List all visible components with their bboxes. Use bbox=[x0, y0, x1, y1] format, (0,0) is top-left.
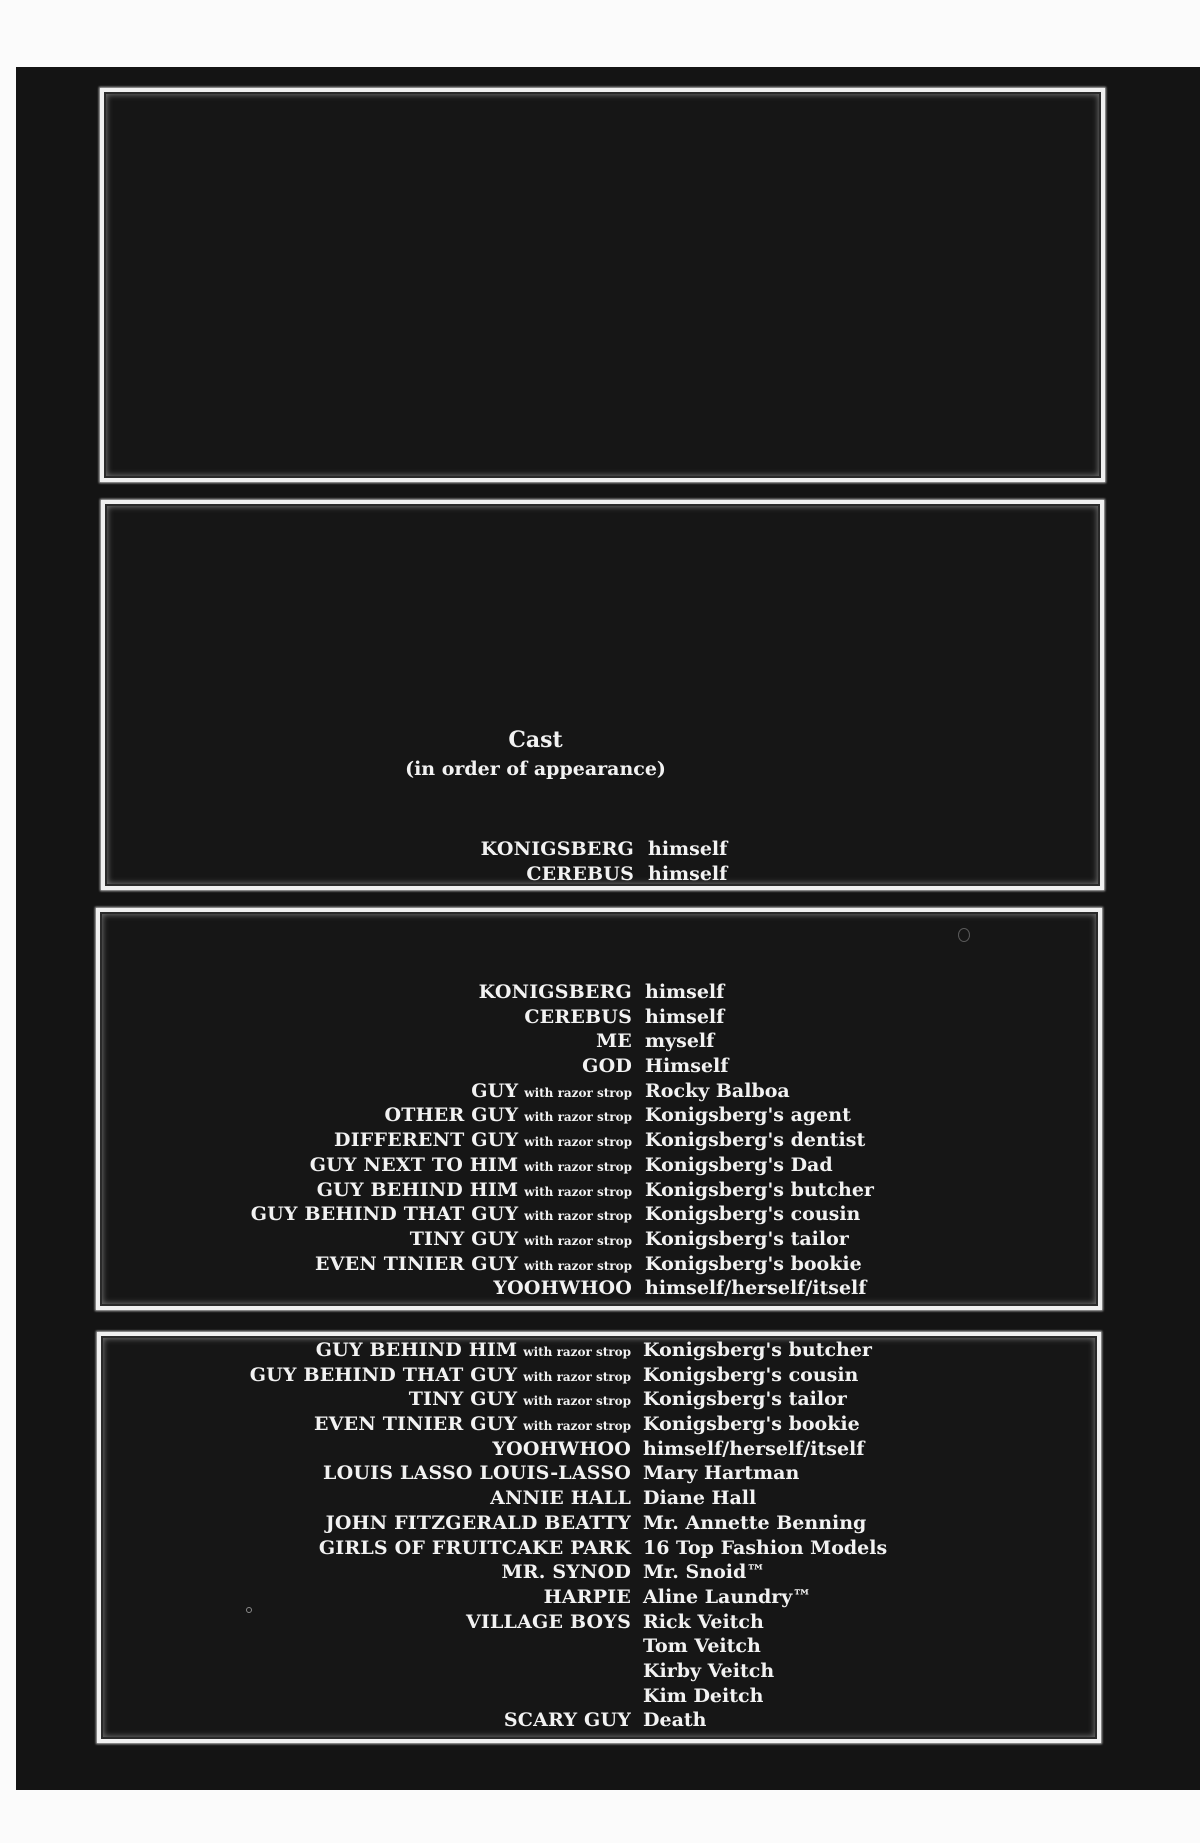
cast-role-note: with razor strop bbox=[524, 1085, 632, 1100]
cast-row bbox=[100, 1054, 1098, 1079]
cast-row bbox=[100, 980, 1098, 1005]
cast-row bbox=[100, 1029, 1098, 1054]
cast-actor: Rocky Balboa bbox=[645, 1079, 790, 1102]
cast-row bbox=[101, 1708, 1097, 1733]
cast-role-note: with razor strop bbox=[524, 1184, 632, 1199]
cast-role bbox=[319, 1536, 631, 1560]
cast-role bbox=[314, 1412, 631, 1438]
cast-role-note: with razor strop bbox=[524, 1233, 632, 1248]
cast-role-name: HARPIE bbox=[543, 1585, 631, 1608]
cast-role-name: GUY BEHIND HIM bbox=[316, 1178, 519, 1201]
cast-actor: himself bbox=[645, 981, 725, 1003]
cast-actor: Aline Laundry™ bbox=[643, 1585, 812, 1608]
cast-actor: Death bbox=[643, 1709, 707, 1732]
cast-row bbox=[100, 1079, 1098, 1104]
cast-actor: 16 Top Fashion Models bbox=[643, 1536, 888, 1559]
cast-actor: Mary Hartman bbox=[643, 1462, 800, 1485]
cast-row bbox=[101, 1560, 1097, 1585]
cast-role bbox=[409, 1387, 631, 1413]
cast-role-name: CEREBUS bbox=[526, 862, 634, 885]
cast-role-name: VILLAGE BOYS bbox=[465, 1610, 631, 1633]
cast-actor: Konigsberg's bookie bbox=[643, 1413, 860, 1436]
comic-panel-4-cast-list bbox=[97, 1332, 1101, 1743]
cast-actor: Kim Deitch bbox=[643, 1684, 764, 1707]
cast-role-note: with razor strop bbox=[523, 1419, 631, 1434]
cast-list bbox=[100, 980, 1098, 1301]
cast-role-name: CEREBUS bbox=[524, 1005, 632, 1028]
cast-actor: himself bbox=[648, 838, 728, 860]
cast-row bbox=[100, 1128, 1098, 1153]
cast-role-name: KONIGSBERG bbox=[480, 838, 634, 860]
cast-row bbox=[100, 1103, 1098, 1128]
cast-role-name: ANNIE HALL bbox=[490, 1487, 631, 1510]
cast-actor: Kirby Veitch bbox=[643, 1659, 775, 1682]
cast-row bbox=[100, 1178, 1098, 1203]
cast-role bbox=[479, 980, 632, 1004]
cast-role-name: SCARY GUY bbox=[503, 1709, 631, 1732]
cast-role bbox=[582, 1054, 632, 1078]
cast-actor: Konigsberg's cousin bbox=[645, 1203, 861, 1226]
cast-row bbox=[101, 1610, 1097, 1635]
cast-role bbox=[544, 1585, 631, 1609]
cast-row bbox=[100, 1227, 1098, 1252]
cast-row bbox=[105, 862, 1100, 887]
cast-actor: himself/herself/itself bbox=[643, 1437, 865, 1460]
cast-role bbox=[526, 862, 634, 886]
cast-role bbox=[250, 1363, 631, 1389]
cast-role bbox=[326, 1511, 631, 1535]
cast-role-name: JOHN FITZGERALD BEATTY bbox=[325, 1511, 631, 1534]
cast-role-name: MR. SYNOD bbox=[501, 1561, 631, 1584]
cast-role-name: GUY BEHIND HIM bbox=[315, 1339, 518, 1361]
cast-role bbox=[323, 1461, 631, 1485]
cast-actor: Mr. Snoid™ bbox=[643, 1561, 766, 1584]
cast-row bbox=[100, 1276, 1098, 1301]
speck-mark bbox=[958, 928, 970, 942]
cast-row bbox=[101, 1412, 1097, 1437]
cast-role-name: ME bbox=[596, 1030, 632, 1053]
cast-role bbox=[317, 1178, 632, 1204]
cast-role-name: TINY GUY bbox=[409, 1227, 519, 1250]
cast-role-note: with razor strop bbox=[524, 1110, 632, 1125]
speck-mark bbox=[246, 1607, 252, 1613]
cast-role-name: OTHER GUY bbox=[384, 1104, 519, 1127]
cast-role bbox=[471, 1079, 632, 1105]
cast-role bbox=[316, 1338, 631, 1364]
cast-role-name: KONIGSBERG bbox=[478, 981, 632, 1003]
cast-role bbox=[466, 1610, 631, 1634]
cast-row bbox=[101, 1338, 1097, 1363]
cast-actor: himself/herself/itself bbox=[645, 1277, 867, 1300]
cast-row bbox=[105, 837, 1100, 862]
cast-actor: Konigsberg's bookie bbox=[645, 1252, 862, 1275]
cast-role bbox=[251, 1202, 632, 1228]
cast-role bbox=[493, 1276, 632, 1300]
cast-role-note: with razor strop bbox=[523, 1394, 631, 1409]
cast-role-note: with razor strop bbox=[523, 1369, 631, 1384]
cast-role bbox=[334, 1128, 632, 1154]
cast-role-note: with razor strop bbox=[524, 1258, 632, 1273]
cast-role-name: YOOHWHOO bbox=[492, 1437, 631, 1460]
cast-role-name: EVEN TINIER GUY bbox=[314, 1413, 518, 1436]
cast-actor: himself bbox=[648, 862, 728, 885]
cast-actor: Konigsberg's Dad bbox=[645, 1153, 833, 1176]
cast-role-note: with razor strop bbox=[523, 1345, 631, 1359]
cast-actor: Himself bbox=[645, 1055, 729, 1078]
cast-list bbox=[101, 1338, 1097, 1733]
cast-role-name: GOD bbox=[582, 1055, 632, 1078]
cast-role-name: GUY bbox=[471, 1079, 519, 1102]
cast-row bbox=[100, 1202, 1098, 1227]
cast-row bbox=[101, 1437, 1097, 1462]
cast-row bbox=[101, 1486, 1097, 1511]
cast-subtitle: (in order of appearance) bbox=[405, 758, 666, 780]
cast-role-note: with razor strop bbox=[524, 1209, 632, 1224]
cast-role-name: LOUIS LASSO LOUIS-LASSO bbox=[323, 1462, 631, 1485]
cast-row bbox=[101, 1363, 1097, 1388]
cast-role-name: TINY GUY bbox=[408, 1388, 518, 1411]
cast-row bbox=[100, 1252, 1098, 1277]
cast-role-name: DIFFERENT GUY bbox=[334, 1129, 519, 1152]
cast-actor: Konigsberg's tailor bbox=[643, 1388, 847, 1411]
cast-actor: Konigsberg's agent bbox=[645, 1104, 851, 1127]
cast-role-name: YOOHWHOO bbox=[493, 1277, 632, 1300]
cast-role bbox=[492, 1437, 631, 1461]
cast-role-note: with razor strop bbox=[524, 1159, 632, 1174]
cast-list bbox=[105, 837, 1100, 886]
cast-role bbox=[315, 1252, 632, 1278]
cast-row bbox=[101, 1536, 1097, 1561]
cast-role-name: GUY BEHIND THAT GUY bbox=[249, 1363, 518, 1386]
cast-actor: Diane Hall bbox=[643, 1487, 757, 1510]
cast-actor: Konigsberg's butcher bbox=[645, 1178, 874, 1201]
cast-role bbox=[504, 1708, 631, 1732]
cast-row bbox=[101, 1684, 1097, 1709]
cast-actor: myself bbox=[645, 1030, 715, 1053]
cast-actor: Tom Veitch bbox=[643, 1635, 761, 1658]
cast-role bbox=[310, 1153, 632, 1179]
cast-role bbox=[524, 1005, 632, 1029]
cast-row bbox=[101, 1387, 1097, 1412]
cast-row bbox=[101, 1585, 1097, 1610]
cast-row bbox=[100, 1005, 1098, 1030]
cast-row bbox=[101, 1461, 1097, 1486]
cast-actor: Konigsberg's butcher bbox=[643, 1339, 872, 1361]
cast-row bbox=[101, 1634, 1097, 1659]
cast-actor: Konigsberg's tailor bbox=[645, 1227, 849, 1250]
cast-actor: Mr. Annette Benning bbox=[643, 1511, 867, 1534]
cast-role bbox=[410, 1227, 632, 1253]
cast-title: Cast bbox=[508, 727, 563, 753]
comic-panel-3-cast-list bbox=[96, 908, 1102, 1310]
cast-role bbox=[385, 1103, 632, 1129]
cast-actor: Rick Veitch bbox=[643, 1610, 764, 1633]
comic-panel-1-blank bbox=[100, 88, 1105, 482]
cast-role bbox=[596, 1029, 632, 1053]
cast-role-name: GIRLS OF FRUITCAKE PARK bbox=[318, 1536, 631, 1559]
cast-actor: himself bbox=[645, 1005, 725, 1028]
cast-actor: Konigsberg's cousin bbox=[643, 1363, 859, 1386]
cast-actor: Konigsberg's dentist bbox=[645, 1129, 866, 1152]
cast-role-note: with razor strop bbox=[524, 1135, 632, 1150]
cast-role bbox=[481, 837, 634, 861]
cast-role-name: GUY NEXT TO HIM bbox=[309, 1153, 519, 1176]
cast-role bbox=[490, 1486, 631, 1510]
cast-role bbox=[501, 1560, 631, 1584]
cast-role-name: EVEN TINIER GUY bbox=[315, 1252, 519, 1275]
cast-row bbox=[100, 1153, 1098, 1178]
cast-role-name: GUY BEHIND THAT GUY bbox=[250, 1203, 519, 1226]
cast-row bbox=[101, 1511, 1097, 1536]
comic-panel-2-cast-header bbox=[101, 500, 1104, 890]
cast-row bbox=[101, 1659, 1097, 1684]
